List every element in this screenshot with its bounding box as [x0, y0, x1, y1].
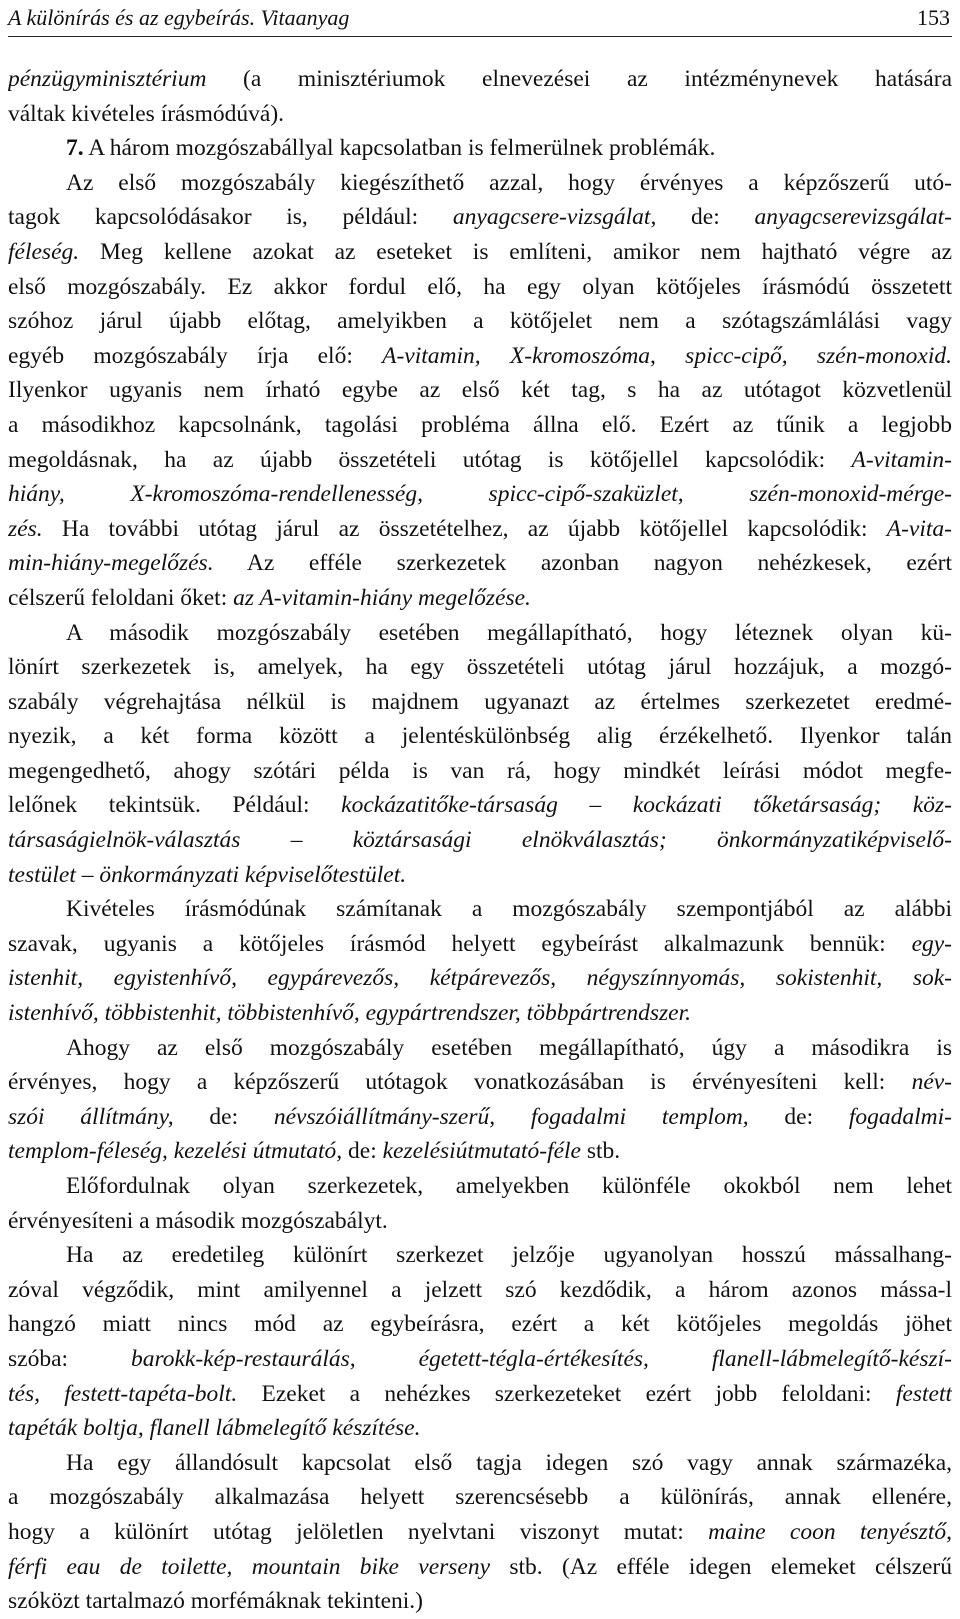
italic-example: társaságielnök-választás – köztársasági elnökválasztás; önkormányzatiképviselő- [8, 827, 952, 854]
italic-example: név- [911, 1069, 952, 1096]
text-line [8, 858, 952, 893]
text-line [8, 166, 952, 201]
text-line [8, 927, 952, 962]
text-run: lelőnek tekintsük. Például: [8, 792, 342, 819]
text-run: szóközt tartalmazó morfémáknak tekinteni.) [8, 1588, 424, 1615]
text-run: A három mozgószabállyal kapcsolatban is felmerülnek problémák. [83, 135, 716, 162]
italic-example: kezelésiútmutató-féle [382, 1138, 581, 1165]
text-run: megoldásnak, ha az újabb összetételi utótag is kötőjellel kapcsolódik: [8, 446, 852, 473]
text-line [8, 1134, 952, 1169]
text-run: Ahogy az első mozgószabály esetében megállapítható, úgy a másodikra is [66, 1034, 952, 1061]
text-run: Előfordulnak olyan szerkezetek, amelyekben különféle okokból nem lehet [66, 1173, 952, 1199]
text-run: Ha további utótag járul az összetételhez, az újabb kötőjellel kapcsolódik: [42, 515, 887, 542]
italic-example: A-vita- [886, 515, 952, 542]
text-line [8, 235, 952, 270]
text-line [8, 616, 952, 651]
italic-example: istenhit, egyistenhívő, egypárevezős, kétpárevezős, négyszínnyomás, sokistenhit, sok- [8, 965, 952, 992]
text-line [8, 200, 952, 235]
italic-example: férfi eau de toilette, mountain bike verseny [8, 1553, 491, 1580]
text-run: stb. [580, 1138, 621, 1165]
text-line [8, 1065, 952, 1100]
text-line [8, 1204, 952, 1239]
text-run: Ilyenkor ugyanis nem írható egybe az első két tag, s ha az utótagot közvetlenül [8, 377, 952, 404]
text-line [8, 788, 952, 823]
text-run: A második mozgószabály esetében megállapítható, hogy léteznek olyan kü- [66, 619, 952, 646]
italic-example: tapéták boltja, flanell lábmelegítő készítése. [8, 1415, 421, 1442]
text-line [8, 62, 952, 97]
text-line [8, 1273, 952, 1308]
text-line [8, 1480, 952, 1515]
text-line [8, 408, 952, 443]
text-run: első mozgószabály. Ez akkor fordul elő, ha egy olyan kötőjeles írásmódú összetett [8, 273, 952, 300]
italic-example: min-hiány-megelőzés. [8, 550, 214, 577]
text-line [8, 1515, 952, 1550]
body-text [8, 62, 952, 1619]
text-run: Ha az eredetileg különírt szerkezet jelzője ugyanolyan hosszú mássalhang- [66, 1242, 952, 1269]
text-run: Kivételes írásmódúnak számítanak a mozgószabály szempontjából az alábbi [66, 896, 952, 923]
text-line [8, 1550, 952, 1585]
italic-example: tés, festett-tapéta-bolt. [8, 1380, 238, 1407]
text-line [8, 650, 952, 685]
text-line [8, 581, 952, 616]
text-line [8, 512, 952, 547]
text-run: a mozgószabály alkalmazása helyett szerencsésebb a különírás, annak ellenére, [8, 1484, 952, 1511]
text-line [8, 823, 952, 858]
text-run: szavak, ugyanis a kötőjeles írásmód helyett egybeírást alkalmazunk bennük: [8, 930, 912, 957]
italic-example: barokk-kép-restaurálás, égetett-tégla-értékesítés, flanell-lábmelegítő-készí- [130, 1345, 952, 1372]
italic-example: hiány, X-kromoszóma-rendellenesség, spicc-cipő-szaküzlet, szén-monoxid-mérge- [8, 481, 952, 508]
text-line [8, 1584, 952, 1619]
italic-example: maine coon tenyésztő, [708, 1518, 952, 1545]
text-line [8, 373, 952, 408]
italic-example: egy- [911, 930, 952, 957]
text-run: lönírt szerkezetek is, amelyek, ha egy összetételi utótag járul hozzájuk, a mozgó- [8, 654, 952, 681]
italic-example: kockázatitőke-társaság – kockázati tőketársaság; köz- [341, 792, 952, 819]
italic-example: féleség. [8, 238, 80, 265]
italic-example: A-vitamin- [851, 446, 952, 473]
italic-example: zés. [8, 515, 43, 542]
text-run: hangzó miatt nincs mód az egybeírásra, ezért a két kötőjeles megoldás jöhet [8, 1311, 952, 1338]
text-line [8, 1377, 952, 1412]
text-run: szóba: [8, 1345, 131, 1372]
text-line [8, 1307, 952, 1342]
text-line [8, 1169, 952, 1204]
italic-example: testület – önkormányzati képviselőtestület. [8, 861, 407, 888]
text-line [8, 1411, 952, 1446]
text-run: Ha egy állandósult kapcsolat első tagja idegen szó vagy annak származéka, [66, 1449, 952, 1476]
text-run: érvényes, hogy a képzőszerű utótagok vonatkozásában is érvényesíteni kell: [8, 1069, 912, 1096]
text-run: de: [173, 1103, 274, 1130]
text-run: hogy a különírt utótag jelöletlen nyelvtani viszonyt mutat: [8, 1518, 709, 1545]
text-line [8, 892, 952, 927]
text-line [8, 1031, 952, 1066]
text-run: Ezeket a nehézkes szerkezeteket ezért jobb feloldani: [237, 1380, 896, 1407]
text-run: 7. [66, 135, 84, 162]
text-line [8, 1446, 952, 1481]
text-run: váltak kivételes írásmódúvá). [8, 100, 285, 127]
text-run: nyezik, a két forma között a jelentéskülönbség alig érzékelhető. Ilyenkor talán [8, 723, 952, 750]
running-header [8, 0, 952, 37]
text-run: tagok kapcsolódásakor is, például: [8, 204, 453, 231]
text-line [8, 1238, 952, 1273]
italic-example: pénzügyminisztérium [8, 66, 207, 92]
italic-example: templom-féleség, kezelési útmutató, [8, 1138, 343, 1165]
text-run: zóval végződik, mint amilyennel a jelzett szó kezdődik, a három azonos mássa-l [8, 1276, 952, 1303]
italic-example: fogadalmi- [848, 1103, 952, 1130]
text-line [8, 97, 952, 132]
text-run: szóhoz járul újabb előtag, amelyikben a kötőjelet nem a szótagszámlálási vagy [8, 308, 952, 335]
running-title: A különírás és az egybeírás. Vitaanyag [8, 5, 350, 30]
italic-example: anyagcserevizsgálat- [754, 204, 952, 231]
italic-example: istenhívő, többistenhit, többistenhívő, egypártrendszer, többpártrendszer. [8, 1000, 691, 1027]
text-run: de: [748, 1103, 849, 1130]
italic-example: anyagcsere-vizsgálat, [452, 204, 657, 231]
text-line [8, 719, 952, 754]
text-line [8, 270, 952, 305]
text-run: érvényesíteni a második mozgószabályt. [8, 1207, 388, 1234]
text-line [8, 131, 952, 166]
text-line [8, 996, 952, 1031]
text-run: de: [656, 204, 755, 231]
text-line [8, 685, 952, 720]
text-run: szabály végrehajtása nélkül is majdnem ugyanazt az értelmes szerkezetet eredmé- [8, 688, 952, 715]
text-line [8, 754, 952, 789]
text-run: célszerű feloldani őket: [8, 584, 234, 611]
text-run: Meg kellene azokat az eseteket is említeni, amikor nem hajtható végre az [79, 238, 952, 265]
page-number: 153 [917, 5, 950, 30]
text-run: egyéb mozgószabály írja elő: [8, 342, 383, 369]
text-run: de: [342, 1138, 383, 1165]
italic-example: szói állítmány, [8, 1103, 174, 1130]
text-line [8, 546, 952, 581]
text-run: (a minisztériumok elnevezései az intézménynevek hatására [206, 66, 952, 92]
text-run: Az első mozgószabály kiegészíthető azzal, hogy érvényes a képzőszerű utó- [66, 169, 952, 196]
text-line [8, 304, 952, 339]
text-line [8, 477, 952, 512]
text-line [8, 443, 952, 478]
text-line [8, 1342, 952, 1377]
italic-example: névszóiállítmány-szerű, fogadalmi templom, [273, 1103, 749, 1130]
italic-example: festett [895, 1380, 952, 1407]
text-run: a másodikhoz kapcsolnánk, tagolási probléma állna elő. Ezért az tűnik a legjobb [8, 411, 952, 438]
text-run: stb. (Az efféle idegen elemeket célszerű [490, 1553, 952, 1580]
text-run: Az efféle szerkezetek azonban nagyon nehézkesek, ezért [213, 550, 952, 577]
text-run: megengedhető, ahogy szótári példa is van rá, hogy mindkét leírási módot megfe- [8, 757, 952, 784]
text-line [8, 961, 952, 996]
italic-example: az A-vitamin-hiány megelőzése. [233, 584, 531, 611]
text-line [8, 339, 952, 374]
text-line [8, 1100, 952, 1135]
italic-example: A-vitamin, X-kromoszóma, spicc-cipő, szén-monoxid. [382, 342, 952, 369]
